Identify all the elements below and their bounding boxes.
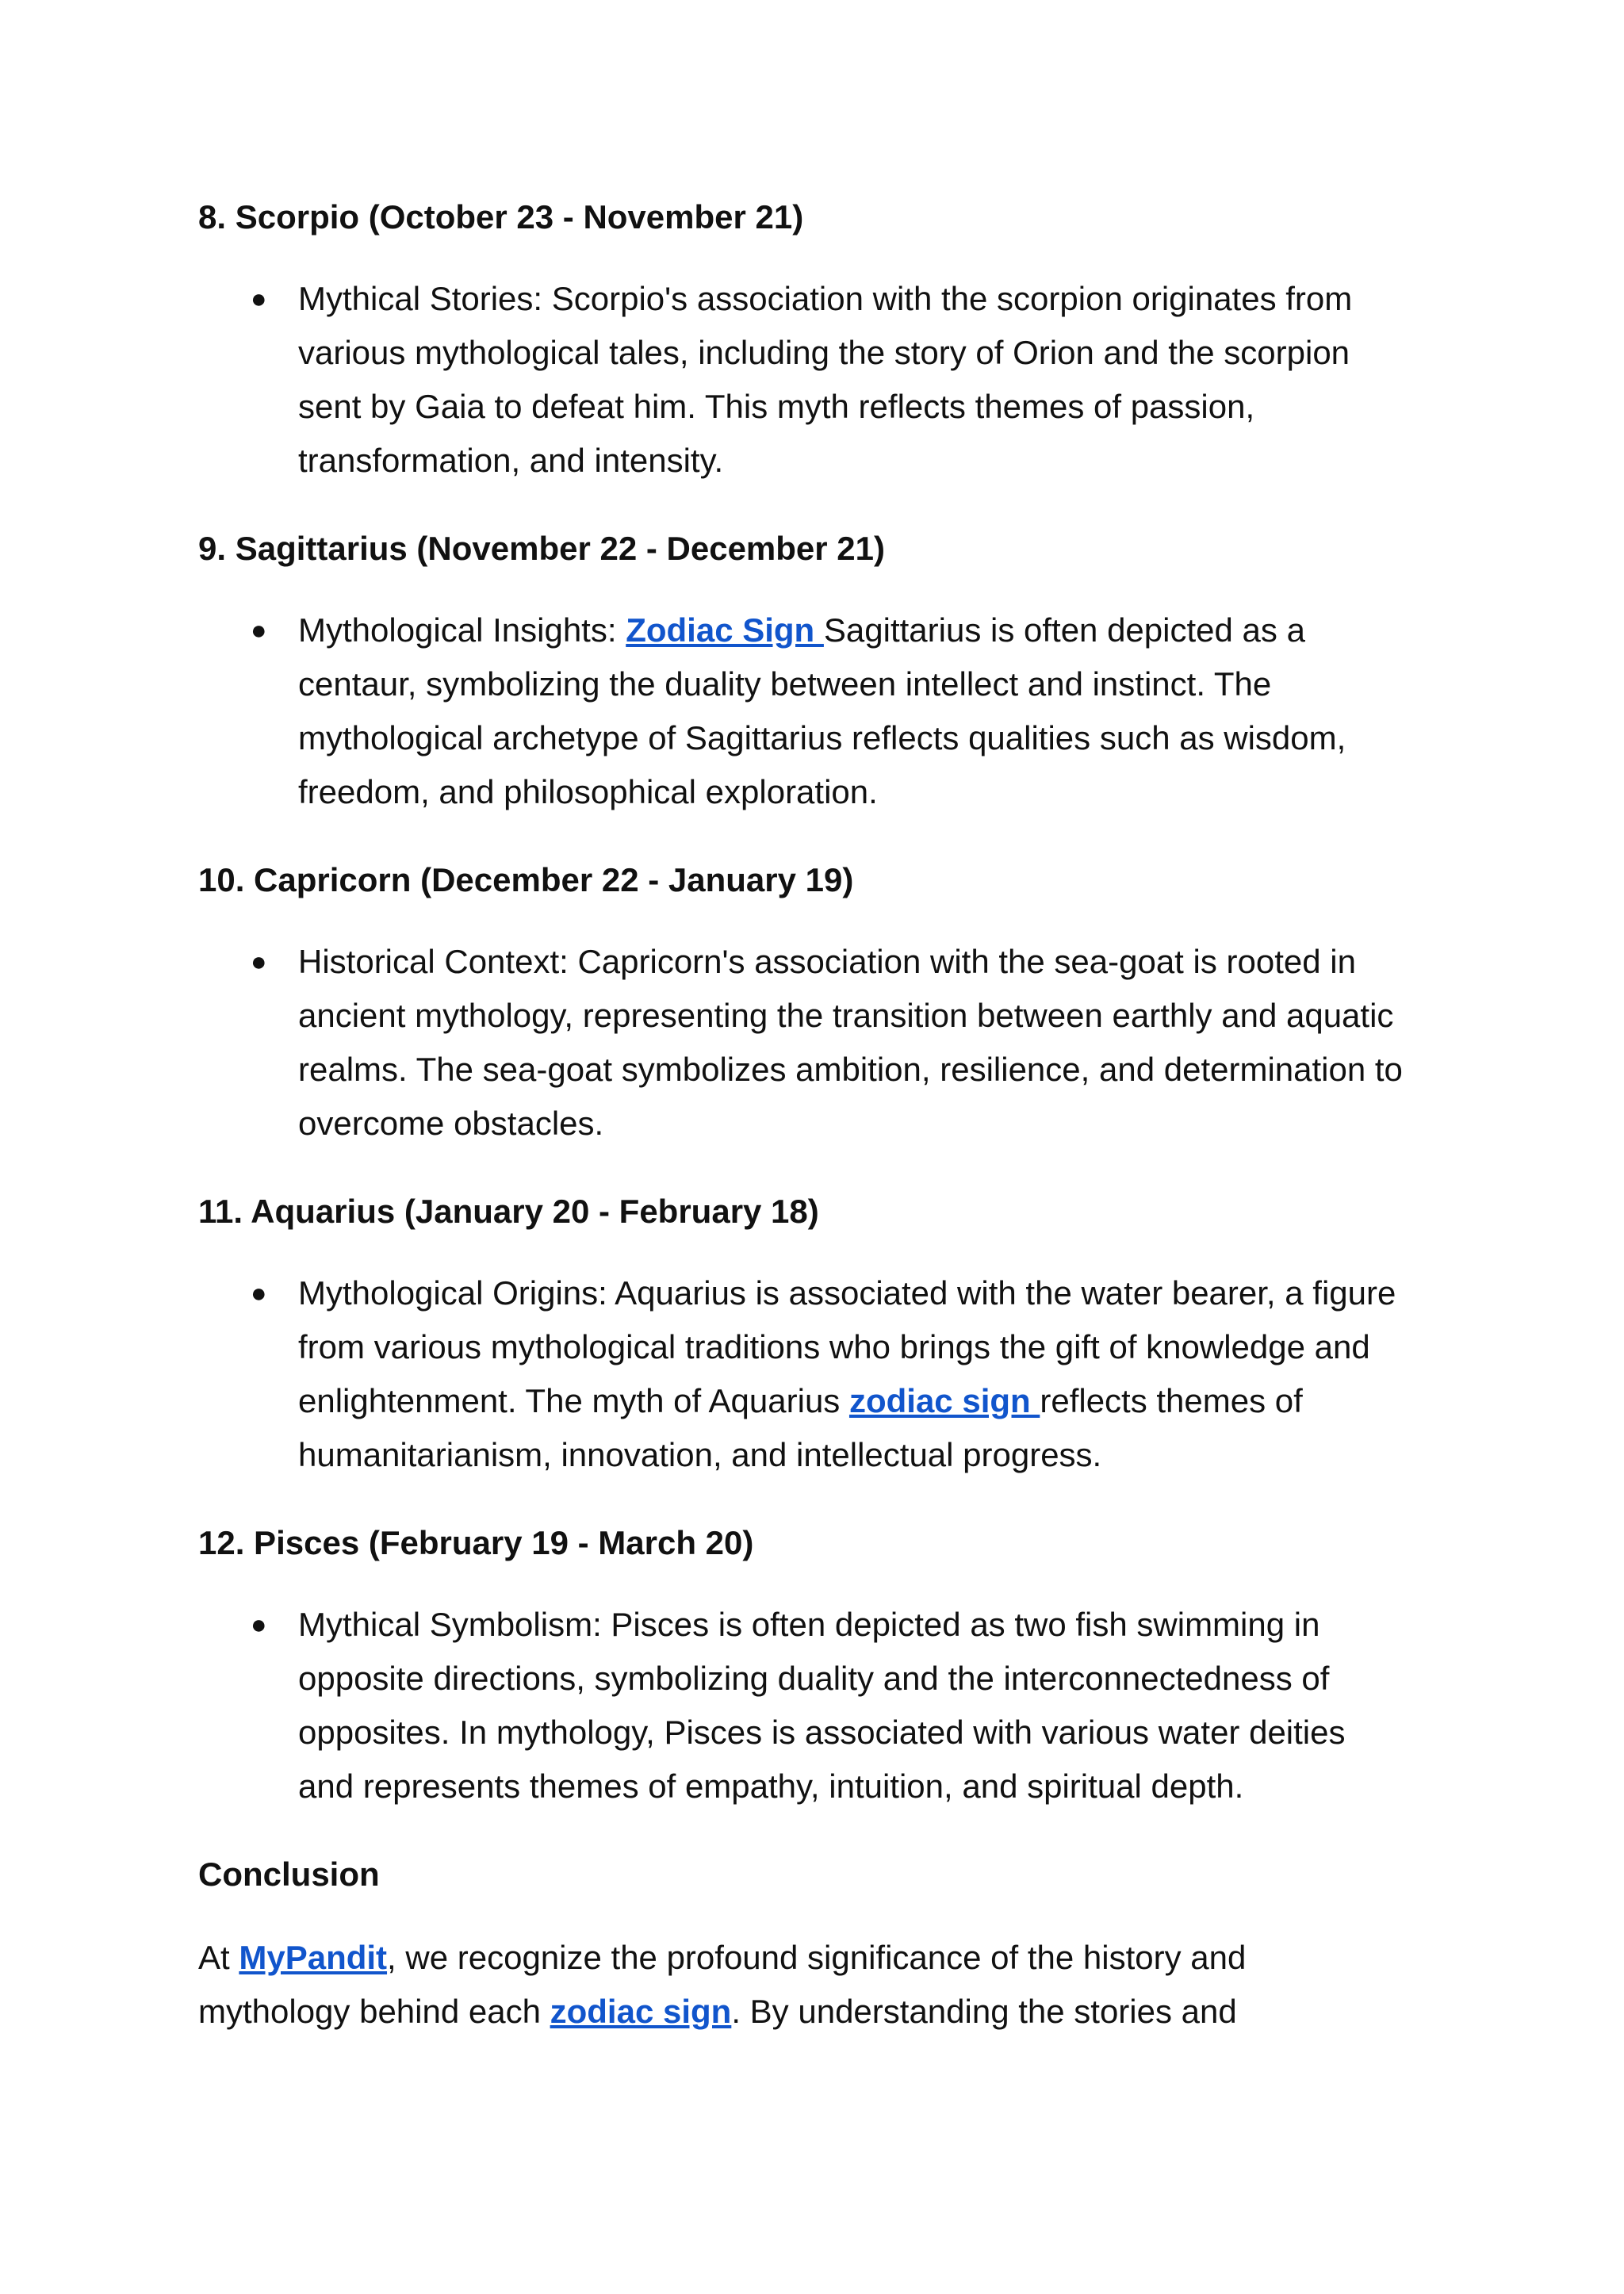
section-heading-pisces: 12. Pisces (February 19 - March 20) <box>198 1524 754 1561</box>
bullet-text-aquarius <box>298 1266 1408 1482</box>
bullet-item-pisces <box>198 1598 1435 1813</box>
bullet-text-sagittarius <box>298 603 1408 819</box>
bullet-text-part: reflects themes of humanitarianism, innovation, and intellectual progress. <box>298 1382 1303 1473</box>
section-heading-capricorn: 10. Capricorn (December 22 - January 19) <box>198 861 854 898</box>
bullet-text-part: Mythical Stories: Scorpio's association with the scorpion originates from various mythological tales, including the story of Orion and the scorpion sent by Gaia to defeat him. This myth reflects themes of passion, transformation, and intensity. <box>298 280 1353 479</box>
mypandit-link[interactable]: MyPandit <box>239 1939 388 1976</box>
bullet-icon: ● <box>251 1610 267 1640</box>
bullet-item-sagittarius <box>198 603 1435 819</box>
conclusion-paragraph <box>198 1931 1324 2039</box>
bullet-item-aquarius <box>198 1266 1435 1482</box>
bullet-text-part: Mythological Origins: Aquarius is associated with the water bearer, a figure from various mythological traditions who brings the gift of knowledge and enlightenment. The myth of Aquarius <box>298 1274 1396 1419</box>
document-page <box>198 194 1435 2039</box>
conclusion-text-part: At <box>198 1939 239 1976</box>
bullet-text-part: Mythical Symbolism: Pisces is often depicted as two fish swimming in opposite directions, symbolizing duality and the interconnectedness of opposites. In mythology, Pisces is associated with various water deities and represents themes of empathy, intuition, and spiritual depth. <box>298 1606 1346 1805</box>
bullet-text-pisces <box>298 1598 1408 1813</box>
zodiac-sign-link[interactable]: zodiac sign <box>848 1382 1040 1419</box>
bullet-text-part: Historical Context: Capricorn's association with the sea-goat is rooted in ancient mythology, representing the transition between earthly and aquatic realms. The sea-goat symbolizes ambition, resilience, and determination to overcome obstacles. <box>298 943 1403 1142</box>
bullet-text-part: Sagittarius is often depicted as a centaur, symbolizing the duality between intellect and instinct. The mythological archetype of Sagittarius reflects qualities such as wisdom, freedom, and philosophical exploration. <box>298 611 1346 810</box>
section-heading-aquarius: 11. Aquarius (January 20 - February 18) <box>198 1193 819 1230</box>
bullet-icon: ● <box>251 947 267 977</box>
bullet-text-capricorn <box>298 935 1408 1151</box>
bullet-text-part: Mythological Insights: <box>298 611 626 649</box>
bullet-item-capricorn <box>198 935 1435 1151</box>
section-heading-sagittarius: 9. Sagittarius (November 22 - December 21) <box>198 530 886 567</box>
conclusion-text-part: . By understanding the stories and <box>731 1993 1237 2030</box>
bullet-icon: ● <box>251 615 267 645</box>
bullet-text-scorpio <box>298 272 1408 488</box>
bullet-icon: ● <box>251 1278 267 1308</box>
zodiac-sign-link[interactable]: zodiac sign <box>550 1993 732 2030</box>
bullet-item-scorpio <box>198 272 1435 488</box>
conclusion-text-part: , we recognize the profound significance of the history and mythology behind each <box>198 1939 1247 2030</box>
bullet-icon: ● <box>251 284 267 314</box>
section-heading-scorpio: 8. Scorpio (October 23 - November 21) <box>198 198 804 236</box>
zodiac-sign-link[interactable]: Zodiac Sign <box>626 611 824 649</box>
conclusion-heading: Conclusion <box>198 1855 380 1893</box>
